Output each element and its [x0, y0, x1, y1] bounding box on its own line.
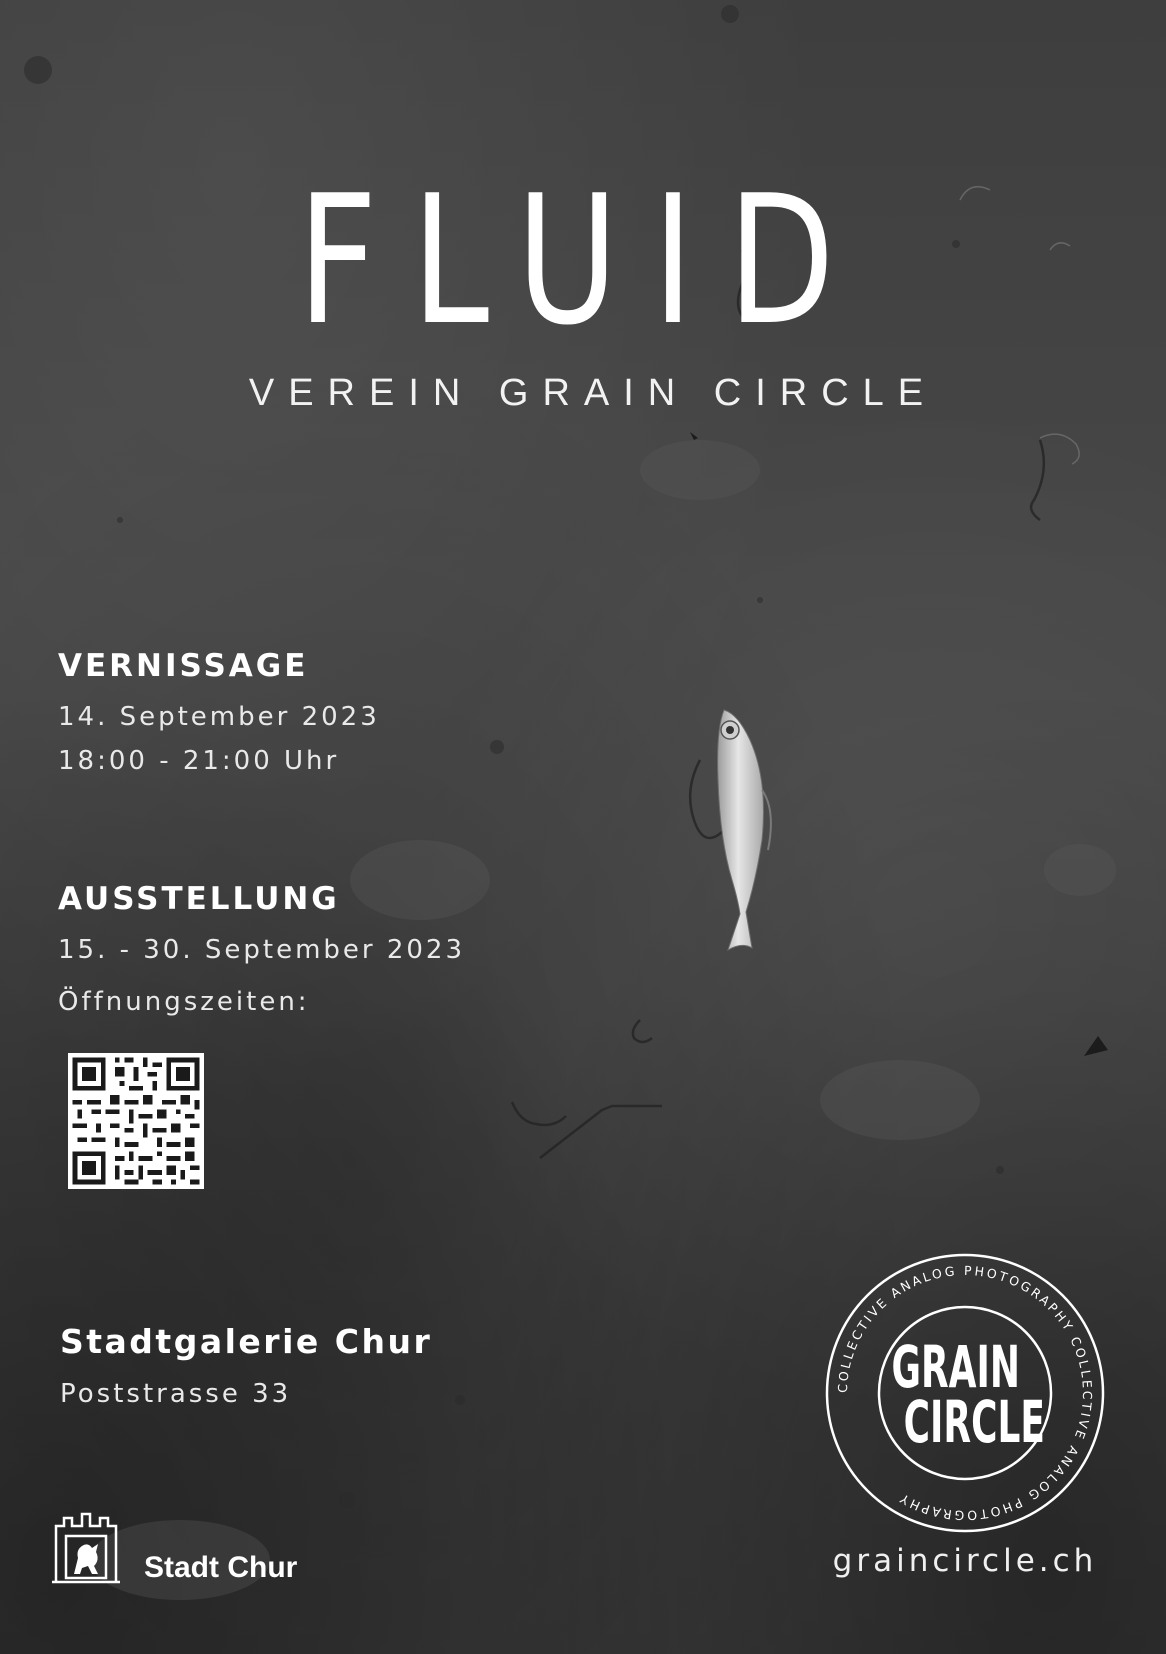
qr-code[interactable] — [68, 1053, 204, 1189]
venue-address: Poststrasse 33 — [60, 1379, 292, 1409]
vernissage-section — [58, 648, 380, 776]
opening-hours-label: Öffnungszeiten: — [58, 987, 310, 1017]
vernissage-time: 18:00 - 21:00 Uhr — [58, 746, 340, 776]
seal-line-circle: CIRCLE — [903, 1389, 1045, 1457]
website-link[interactable]: graincircle.ch — [832, 1543, 1098, 1579]
city-coat-of-arms-icon — [52, 1508, 120, 1584]
vernissage-date: 14. September 2023 — [58, 702, 380, 732]
exhibition-heading: AUSSTELLUNG — [58, 881, 340, 917]
exhibition-section — [58, 881, 465, 1017]
fish-photo — [680, 700, 810, 1000]
exhibition-dates: 15. - 30. September 2023 — [58, 935, 466, 965]
vernissage-heading: VERNISSAGE — [58, 648, 309, 684]
grain-circle-seal-logo — [824, 1252, 1106, 1534]
city-name: Stadt Chur — [144, 1551, 298, 1584]
seal-line-grain: GRAIN — [891, 1334, 1020, 1402]
seal-ring-text: COLLECTIVE ANALOG PHOTOGRAPHY COLLECTIVE ANALOG PHOTOGRAPHY — [834, 1262, 1096, 1524]
venue-name: Stadtgalerie Chur — [60, 1322, 433, 1361]
page-subtitle: VEREIN GRAIN CIRCLE — [248, 372, 938, 414]
page-title: FLUID — [297, 157, 869, 364]
